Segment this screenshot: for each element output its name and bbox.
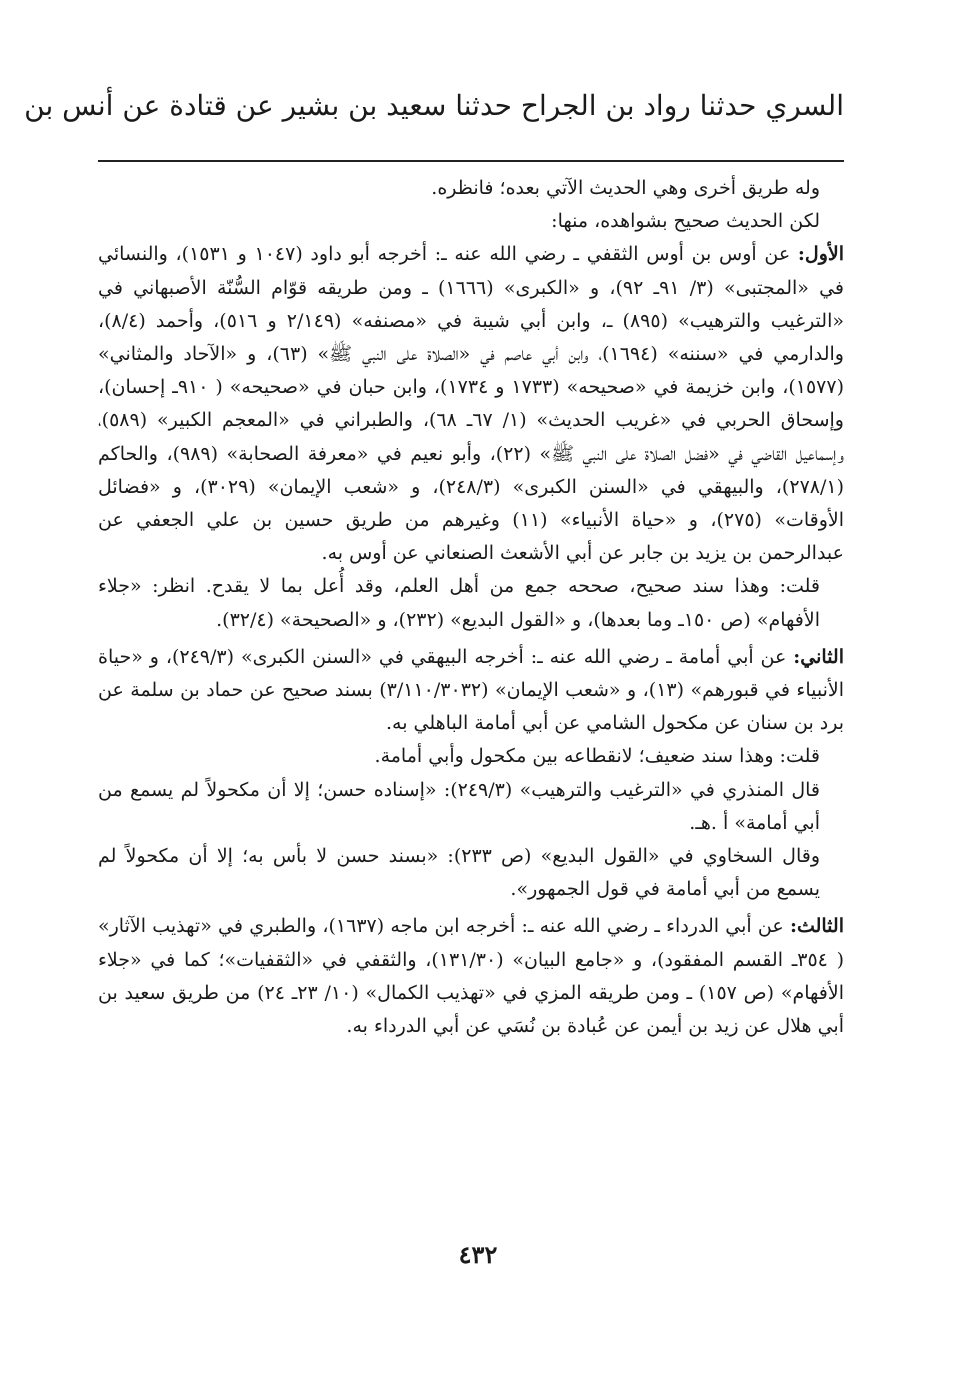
second-witness-note-1: قلت: وهذا سند ضعيف؛ لانقطاعه بين مكحول وأبي أمامة. [374,745,820,768]
second-witness-note-2: قال المنذري في «الترغيب والترهيب» (٢٤٩/٣): «إسناده حسن؛ إلا أن مكحولاً لم يسمع من أبي أمامة» أ .هـ. [98,778,820,834]
first-witness-text: عن أوس بن أوس الثقفي ـ رضي الله عنه ـ: أخرجه أبو داود (١٠٤٧ و ١٥٣١)، والنسائي في «المجتبى» (٣/ ٩١ـ ٩٢)، و «الكبرى» (١٦٦٦) ـ ومن طريقه قوّام السُّنّة الأصبهاني في «الترغيب والترهيب» (٨٩٥) ـ، وابن أبي شيبة في «مصنفه» (٢/١٤٩ و ٥١٦)، وأحمد (٨/٤)، والدارمي في «سننه» (١٦٩٤)، وابن أبي عاصم في «الصلاة على النبي ﷺ» (٦٣)، و «الآحاد والمثاني» (١٥٧٧)، وابن خزيمة في «صحيحه» (١٧٣٣ و ١٧٣٤)، وابن حبان في «صحيحه» ( ٩١٠ـ إحسان)، وإسحاق الحربي في «غريب الحديث» (١/ ٦٧ـ ٦٨)، والطبراني في «المعجم الكبير» (٥٨٩)، وإسماعيل القاضي في «فضل الصلاة على النبي ﷺ» (٢٢)، وأبو نعيم في «معرفة الصحابة» (٩٨٩)، والحاكم (٢٧٨/١)، والبيهقي في «السنن الكبرى» (٢٤٨/٣)، و «شعب الإيمان» (٣٠٢٩)، و «فضائل الأوقات» (٢٧٥)، و «حياة الأنبياء» (١١) وغيرهم من طريق حسين بن علي الجعفي عن عبدالرحمن بن يزيد بن جابر عن أبي الأشعث الصنعاني عن أوس به. [98,243,845,565]
third-witness-text: عن أبي الدرداء ـ رضي الله عنه ـ: أخرجه ابن ماجه (١٦٣٧)، والطبري في «تهذيب الآثار» ( ٣٥٤ـ القسم المفقود)، و «جامع البيان» (١٣١/٣٠)، والثقفي في «الثقفيات»؛ كما في «جلاء الأفهام» (ص ١٥٧) ـ ومن طريقه المزي في «تهذيب الكمال» (١٠/ ٢٣ـ ٢٤) من طريق سعيد بن أبي هلال عن زيد بن أيمن عن عُبادة بن نُسَي عن أبي الدرداء به. [98,915,844,1038]
main-text: السري حدثنا رواد بن الجراح حدثنا سعيد بن بشير عن قتادة عن أنس بن [24,89,844,122]
second-witness-note-3: وقال السخاوي في «القول البديع» (ص ٢٣٣): «بسند حسن لا بأس به؛ إلا أن مكحولاً لم يسمع من أبي أمامة في قول الجمهور». [98,845,820,901]
first-witness-note: قلت: وهذا سند صحيح، صححه جمع من أهل العلم، وقد أُعل بما لا يقدح. انظر: «جلاء الأفهام» (ص ١٥٠ـ وما بعدها)، و «القول البديع» (٢٣٢)، و «الصحيحة» (٣٢/٤). [98,575,820,631]
second-witness [98,641,844,741]
footnotes-section [98,172,844,1043]
page-number: ٤٣٢ [458,1240,498,1269]
footnote-divider [98,160,844,162]
third-witness [98,910,844,1043]
third-witness-heading: الثالث: [789,915,844,938]
footnote-paragraph-1: وله طريق أخرى وهي الحديث الآتي بعده؛ فانظره. [431,177,820,199]
first-witness [98,238,844,570]
second-witness-heading: الثاني: [793,645,844,668]
first-witness-heading: الأول: [797,243,844,266]
second-witness-text: عن أبي أمامة ـ رضي الله عنه ـ: أخرجه البيهقي في «السنن الكبرى» (٢٤٩/٣)، و «حياة الأنبياء في قبورهم» (١٣)، و «شعب الإيمان» (٣/١١٠/٣٠٣٢) بسند صحيح عن حماد بن سلمة عن برد بن سنان عن مكحول الشامي عن أبي أمامة الباهلي به. [98,645,844,735]
footnote-paragraph-2: لكن الحديث صحيح بشواهده، منها: [551,210,820,233]
